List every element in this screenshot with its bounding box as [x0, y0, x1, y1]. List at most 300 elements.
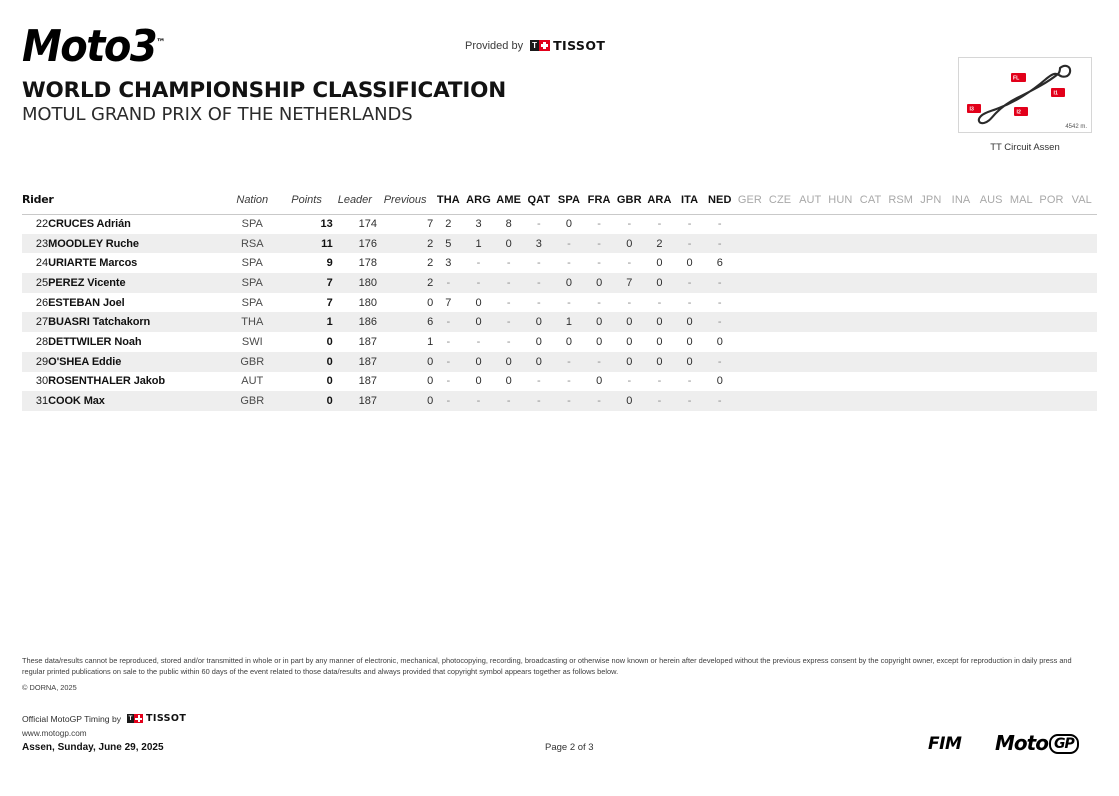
race-result-ara: - — [657, 218, 662, 231]
rider-name: ROSENTHALER Jakob — [48, 375, 166, 388]
race-result-mal-empty — [1006, 391, 1036, 411]
rider-leader-gap: 180 — [358, 296, 377, 309]
race-result-fra: - — [597, 395, 601, 408]
race-result-gbr: 0 — [626, 316, 633, 329]
marker-i1 — [1051, 88, 1065, 97]
rider-name: COOK Max — [48, 395, 105, 408]
race-result-cze-empty — [765, 234, 795, 254]
race-result-val-empty — [1067, 332, 1097, 352]
race-result-fra: 0 — [596, 375, 603, 388]
race-result-ger-empty — [735, 391, 765, 411]
race-result-aut-empty — [795, 372, 825, 392]
rider-leader-gap: 187 — [358, 355, 377, 368]
race-result-ned: - — [717, 316, 722, 329]
rider-nation: SPA — [241, 296, 263, 309]
race-result-ita: 0 — [686, 316, 693, 329]
rider-name: CRUCES Adrián — [48, 218, 131, 231]
svg-text:FL: FL — [1013, 75, 1020, 82]
race-result-cat-empty — [855, 234, 885, 254]
col-header-race-por: POR — [1036, 186, 1066, 214]
race-result-hun-empty — [825, 234, 855, 254]
moto3-logo — [22, 22, 165, 72]
tissot-logo-footer — [127, 713, 186, 724]
race-result-tha: 2 — [445, 218, 452, 231]
tissot-t-box-footer: T — [128, 715, 133, 722]
rider-leader-gap: 180 — [358, 276, 377, 289]
race-result-ara: 0 — [656, 355, 663, 368]
fim-logo: FIM — [928, 734, 962, 754]
race-result-val-empty — [1067, 293, 1097, 313]
table-head — [22, 186, 1097, 214]
tissot-wordmark-footer: TISSOT — [146, 713, 187, 724]
race-result-hun-empty — [825, 372, 855, 392]
rider-position: 24 — [35, 257, 49, 270]
race-result-val-empty — [1067, 391, 1097, 411]
col-header-race-cze: CZE — [765, 186, 795, 214]
copyright-line: © DORNA, 2025 — [22, 683, 77, 692]
race-result-ame: - — [506, 316, 511, 329]
race-result-gbr: - — [627, 257, 632, 270]
rider-position: 22 — [35, 218, 49, 231]
rider-position: 31 — [35, 395, 49, 408]
col-header-race-gbr: GBR — [614, 186, 644, 214]
rider-previous-gap: 1 — [427, 335, 434, 348]
classification-table — [22, 186, 1097, 411]
race-result-val-empty — [1067, 253, 1097, 273]
race-result-ger-empty — [735, 332, 765, 352]
race-result-ned: 6 — [716, 257, 723, 270]
race-result-ger-empty — [735, 234, 765, 254]
race-result-ger-empty — [735, 253, 765, 273]
rider-name: O'SHEA Eddie — [48, 355, 122, 368]
svg-text:I1: I1 — [1053, 90, 1058, 97]
race-result-ita: - — [687, 218, 692, 231]
race-result-cze-empty — [765, 372, 795, 392]
marker-i2 — [1014, 107, 1028, 116]
col-header-race-ger: GER — [735, 186, 765, 214]
motogp-logo-gp: GP — [1049, 734, 1079, 754]
table-row — [22, 273, 1097, 293]
race-result-ger-empty — [735, 372, 765, 392]
race-result-qat: 0 — [535, 355, 542, 368]
swiss-cross-icon-footer — [134, 714, 143, 723]
race-result-aus-empty — [976, 273, 1006, 293]
race-result-mal-empty — [1006, 312, 1036, 332]
race-result-ger-empty — [735, 293, 765, 313]
race-result-spa: - — [567, 395, 571, 408]
race-result-qat: 3 — [535, 237, 542, 250]
circuit-map-svg — [959, 58, 1091, 132]
race-result-rsm-empty — [886, 273, 916, 293]
race-result-cat-empty — [855, 312, 885, 332]
race-result-fra: 0 — [596, 276, 603, 289]
race-result-tha: - — [446, 335, 451, 348]
moto3-logo-text: Moto3 — [22, 22, 157, 72]
race-result-qat: 0 — [535, 316, 542, 329]
col-header-race-aut: AUT — [795, 186, 825, 214]
table-row — [22, 253, 1097, 273]
race-result-por-empty — [1036, 234, 1066, 254]
race-result-por-empty — [1036, 273, 1066, 293]
race-result-fra: 0 — [596, 316, 603, 329]
race-result-gbr: 0 — [626, 395, 633, 408]
race-result-gbr: 0 — [626, 237, 633, 250]
rider-nation: SWI — [241, 335, 263, 348]
col-header-race-hun: HUN — [825, 186, 855, 214]
race-result-spa: 0 — [565, 276, 573, 289]
race-result-spa: 0 — [565, 335, 573, 348]
race-result-jpn-empty — [916, 332, 946, 352]
race-result-cat-empty — [855, 253, 885, 273]
race-result-ita: 0 — [686, 355, 693, 368]
race-result-ger-empty — [735, 352, 765, 372]
race-result-gbr: - — [627, 218, 632, 231]
race-result-ara: - — [657, 296, 662, 309]
race-result-mal-empty — [1006, 332, 1036, 352]
race-result-arg: - — [476, 335, 481, 348]
rider-points: 1 — [326, 316, 333, 329]
race-result-aus-empty — [976, 391, 1006, 411]
race-result-jpn-empty — [916, 234, 946, 254]
rider-points: 11 — [321, 237, 333, 250]
race-result-ara: 2 — [656, 237, 663, 250]
rider-nation: RSA — [240, 237, 264, 250]
race-result-ina-empty — [946, 372, 976, 392]
race-result-rsm-empty — [886, 372, 916, 392]
official-timing-block — [22, 713, 186, 724]
col-header-race-val: VAL — [1067, 186, 1097, 214]
race-result-arg: - — [476, 276, 481, 289]
race-result-ina-empty — [946, 214, 976, 234]
race-result-ned: - — [717, 296, 722, 309]
race-result-spa: - — [567, 237, 571, 250]
race-result-cze-empty — [765, 332, 795, 352]
race-result-ita: - — [687, 237, 692, 250]
race-result-hun-empty — [825, 293, 855, 313]
tissot-wordmark: TISSOT — [553, 38, 606, 53]
race-result-gbr: - — [627, 296, 632, 309]
race-result-fra: - — [597, 296, 601, 309]
race-result-ned: 0 — [716, 335, 723, 348]
race-result-fra: - — [597, 218, 601, 231]
race-result-ger-empty — [735, 273, 765, 293]
race-result-ara: 0 — [656, 257, 663, 270]
provided-by-block — [465, 38, 605, 53]
race-result-gbr: 0 — [626, 335, 633, 348]
rider-leader-gap: 187 — [358, 375, 377, 388]
race-result-por-empty — [1036, 352, 1066, 372]
event-date-line: Assen, Sunday, June 29, 2025 — [22, 742, 164, 753]
rider-leader-gap: 187 — [358, 395, 377, 408]
race-result-aut-empty — [795, 273, 825, 293]
race-result-cat-empty — [855, 352, 885, 372]
col-header-race-ame: AME — [494, 186, 524, 214]
race-result-aus-empty — [976, 352, 1006, 372]
race-result-arg: 0 — [475, 316, 482, 329]
race-result-aus-empty — [976, 312, 1006, 332]
race-result-tha: - — [446, 276, 451, 289]
race-result-arg: 0 — [475, 296, 482, 309]
race-result-val-empty — [1067, 273, 1097, 293]
race-result-fra: - — [597, 257, 601, 270]
page-subtitle: MOTUL GRAND PRIX OF THE NETHERLANDS — [22, 104, 413, 125]
race-result-rsm-empty — [886, 253, 916, 273]
race-result-hun-empty — [825, 332, 855, 352]
race-result-ina-empty — [946, 391, 976, 411]
race-result-ned: - — [717, 276, 722, 289]
table-row — [22, 312, 1097, 332]
col-header-race-ned: NED — [705, 186, 735, 214]
race-result-aut-empty — [795, 352, 825, 372]
race-result-mal-empty — [1006, 372, 1036, 392]
race-result-aut-empty — [795, 391, 825, 411]
race-result-ara: - — [657, 395, 662, 408]
race-result-cze-empty — [765, 214, 795, 234]
trademark-symbol: ™ — [156, 37, 166, 49]
race-result-aus-empty — [976, 372, 1006, 392]
race-result-aut-empty — [795, 332, 825, 352]
race-result-cze-empty — [765, 293, 795, 313]
race-result-fra: - — [597, 355, 601, 368]
rider-previous-gap: 0 — [427, 355, 434, 368]
race-result-ger-empty — [735, 312, 765, 332]
race-result-ara: - — [657, 375, 662, 388]
race-result-mal-empty — [1006, 214, 1036, 234]
race-result-qat: - — [536, 395, 541, 408]
page-title: WORLD CHAMPIONSHIP CLASSIFICATION — [22, 78, 507, 103]
race-result-mal-empty — [1006, 273, 1036, 293]
race-result-ned: - — [717, 237, 722, 250]
rider-points: 0 — [326, 355, 333, 368]
race-result-ame: 0 — [505, 237, 512, 250]
race-result-spa: - — [567, 375, 571, 388]
rider-position: 28 — [35, 335, 49, 348]
race-result-rsm-empty — [886, 312, 916, 332]
rider-name: MOODLEY Ruche — [48, 237, 139, 250]
race-result-ame: - — [506, 276, 511, 289]
race-result-val-empty — [1067, 312, 1097, 332]
race-result-cat-empty — [855, 214, 885, 234]
rider-points: 7 — [326, 276, 333, 289]
race-result-spa: - — [567, 355, 571, 368]
race-result-ame: - — [506, 395, 511, 408]
race-result-val-empty — [1067, 372, 1097, 392]
race-result-jpn-empty — [916, 273, 946, 293]
race-result-mal-empty — [1006, 293, 1036, 313]
race-result-arg: 1 — [475, 237, 482, 250]
page-number: Page 2 of 3 — [545, 742, 594, 753]
race-result-cat-empty — [855, 273, 885, 293]
col-header-race-cat: CAT — [855, 186, 885, 214]
tissot-logo — [530, 38, 605, 53]
rider-points: 0 — [326, 375, 333, 388]
rider-previous-gap: 7 — [427, 218, 434, 231]
race-result-arg: 0 — [475, 375, 482, 388]
rider-name: BUASRI Tatchakorn — [48, 316, 151, 329]
svg-text:I2: I2 — [1016, 109, 1021, 116]
rider-leader-gap: 176 — [358, 237, 377, 250]
race-result-jpn-empty — [916, 372, 946, 392]
rider-leader-gap: 174 — [358, 218, 377, 231]
race-result-aus-empty — [976, 332, 1006, 352]
race-result-ina-empty — [946, 234, 976, 254]
race-result-ina-empty — [946, 332, 976, 352]
race-result-jpn-empty — [916, 293, 946, 313]
race-result-ita: - — [687, 296, 692, 309]
race-result-ame: - — [506, 296, 511, 309]
race-result-mal-empty — [1006, 352, 1036, 372]
race-result-arg: - — [476, 257, 481, 270]
race-result-gbr: - — [627, 375, 632, 388]
col-header-race-ara: ARA — [644, 186, 674, 214]
col-header-points: Points — [280, 186, 332, 214]
swiss-cross-icon — [539, 40, 550, 51]
race-result-ina-empty — [946, 293, 976, 313]
motogp-logo — [995, 731, 1079, 756]
race-result-val-empty — [1067, 214, 1097, 234]
race-result-rsm-empty — [886, 332, 916, 352]
race-result-ger-empty — [735, 214, 765, 234]
race-result-ita: - — [687, 375, 692, 388]
rider-points: 0 — [326, 335, 333, 348]
race-result-ame: - — [506, 335, 511, 348]
race-result-jpn-empty — [916, 312, 946, 332]
race-result-spa: 1 — [565, 316, 573, 329]
col-header-nation: Nation — [224, 186, 280, 214]
table-row — [22, 372, 1097, 392]
race-result-jpn-empty — [916, 391, 946, 411]
race-result-ina-empty — [946, 352, 976, 372]
race-result-por-empty — [1036, 253, 1066, 273]
race-result-fra: - — [597, 237, 601, 250]
race-result-por-empty — [1036, 312, 1066, 332]
race-result-aus-empty — [976, 234, 1006, 254]
rider-name: URIARTE Marcos — [48, 257, 138, 270]
race-result-rsm-empty — [886, 214, 916, 234]
col-header-race-fra: FRA — [584, 186, 614, 214]
provided-by-label: Provided by — [465, 39, 524, 52]
race-result-cze-empty — [765, 273, 795, 293]
rider-points: 13 — [320, 218, 333, 231]
race-result-tha: 5 — [445, 237, 452, 250]
race-result-por-empty — [1036, 214, 1066, 234]
race-result-spa: - — [567, 257, 571, 270]
race-result-aus-empty — [976, 253, 1006, 273]
rider-nation: SPA — [241, 276, 263, 289]
rider-nation: GBR — [240, 395, 265, 408]
marker-fl — [1011, 73, 1026, 82]
race-result-ina-empty — [946, 312, 976, 332]
rider-leader-gap: 178 — [358, 257, 377, 270]
race-result-mal-empty — [1006, 234, 1036, 254]
col-header-race-aus: AUS — [976, 186, 1006, 214]
table-row — [22, 391, 1097, 411]
race-result-por-empty — [1036, 372, 1066, 392]
race-result-ame: 8 — [505, 218, 512, 231]
col-header-previous: Previous — [377, 186, 433, 214]
rider-points: 0 — [326, 395, 333, 408]
motogp-logo-text: Moto — [995, 731, 1048, 755]
rider-points: 7 — [326, 296, 333, 309]
col-header-race-ina: INA — [946, 186, 976, 214]
rider-name: ESTEBAN Joel — [48, 296, 125, 309]
table-header-row — [22, 186, 1097, 214]
race-result-val-empty — [1067, 234, 1097, 254]
race-result-por-empty — [1036, 293, 1066, 313]
race-result-aus-empty — [976, 214, 1006, 234]
race-result-spa: - — [567, 296, 571, 309]
rider-position: 27 — [35, 316, 49, 329]
rider-previous-gap: 2 — [427, 276, 434, 289]
rider-nation: AUT — [241, 375, 264, 388]
race-result-aut-empty — [795, 253, 825, 273]
rider-nation: SPA — [241, 218, 263, 231]
col-header-race-arg: ARG — [463, 186, 493, 214]
race-result-jpn-empty — [916, 253, 946, 273]
table-row — [22, 352, 1097, 372]
race-result-rsm-empty — [886, 234, 916, 254]
svg-text:I3: I3 — [969, 106, 974, 113]
table-body — [22, 214, 1097, 411]
race-result-qat: - — [536, 218, 541, 231]
rider-previous-gap: 0 — [427, 296, 434, 309]
race-result-qat: - — [536, 257, 541, 270]
col-header-race-spa: SPA — [554, 186, 584, 214]
rider-position: 30 — [35, 375, 49, 388]
race-result-cze-empty — [765, 312, 795, 332]
col-header-race-rsm: RSM — [886, 186, 916, 214]
rider-position: 23 — [35, 237, 49, 250]
classification-table-wrap — [22, 186, 1097, 411]
website-url[interactable]: www.motogp.com — [22, 729, 87, 738]
col-header-leader: Leader — [333, 186, 377, 214]
col-header-race-qat: QAT — [524, 186, 554, 214]
rider-previous-gap: 0 — [427, 375, 434, 388]
race-result-cze-empty — [765, 391, 795, 411]
race-result-cat-empty — [855, 391, 885, 411]
rider-position: 29 — [35, 355, 49, 368]
race-result-ina-empty — [946, 253, 976, 273]
race-result-cze-empty — [765, 253, 795, 273]
race-result-spa: 0 — [565, 218, 573, 231]
rider-name: DETTWILER Noah — [48, 335, 142, 348]
race-result-cat-empty — [855, 293, 885, 313]
table-row — [22, 234, 1097, 254]
race-result-jpn-empty — [916, 214, 946, 234]
race-result-ara: 0 — [656, 276, 663, 289]
col-header-race-jpn: JPN — [916, 186, 946, 214]
race-result-hun-empty — [825, 214, 855, 234]
race-result-cze-empty — [765, 352, 795, 372]
race-result-arg: - — [476, 395, 481, 408]
race-result-aus-empty — [976, 293, 1006, 313]
start-finish-label: S — [1031, 99, 1035, 105]
race-result-hun-empty — [825, 391, 855, 411]
official-timing-label: Official MotoGP Timing by — [22, 713, 122, 724]
col-header-race-ita: ITA — [675, 186, 705, 214]
race-result-gbr: 7 — [626, 276, 633, 289]
race-result-hun-empty — [825, 273, 855, 293]
race-result-tha: 7 — [445, 296, 452, 309]
race-result-ned: - — [717, 218, 722, 231]
race-result-ned: 0 — [716, 375, 723, 388]
race-result-tha: - — [446, 355, 451, 368]
race-result-hun-empty — [825, 253, 855, 273]
race-result-ina-empty — [946, 273, 976, 293]
rider-nation: GBR — [240, 355, 265, 368]
race-result-aut-empty — [795, 214, 825, 234]
race-result-tha: 3 — [445, 257, 452, 270]
